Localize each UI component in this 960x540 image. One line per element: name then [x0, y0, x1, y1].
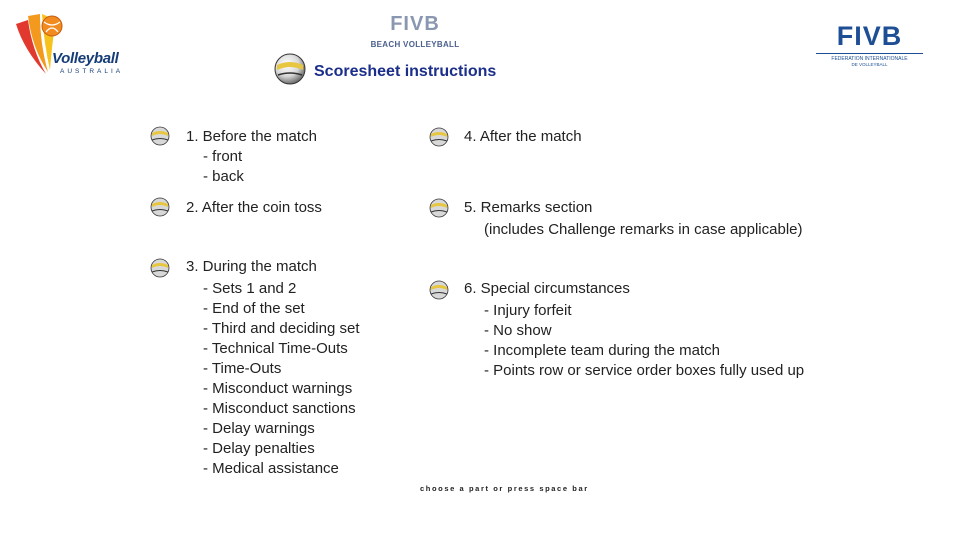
fivb-beach-volleyball-logo — [355, 14, 475, 49]
item-heading: 2. After the coin toss — [186, 199, 322, 216]
beach-volleyball-icon — [429, 198, 449, 218]
item-heading: 3. During the match — [186, 258, 317, 275]
item-line: - Sets 1 and 2 — [203, 280, 297, 297]
item-line: - Injury forfeit — [484, 302, 572, 319]
volleyball-australia-subtext: AUSTRALIA — [60, 68, 124, 75]
item-heading: 1. Before the match — [186, 128, 317, 145]
beach-volleyball-icon — [274, 53, 306, 85]
fivb-right-subtext-2: DE VOLLEYBALL — [851, 62, 888, 67]
item-heading: 6. Special circumstances — [464, 280, 630, 297]
item-line: (includes Challenge remarks in case applicable) — [484, 221, 803, 238]
menu-item-remarks-section[interactable] — [464, 198, 803, 240]
fivb-logo-rule — [816, 53, 923, 54]
fivb-right-mark: FIVB — [836, 21, 903, 51]
fivb-center-subtext: BEACH VOLLEYBALL — [370, 40, 460, 49]
item-line: - front — [203, 148, 243, 165]
item-line: - Medical assistance — [203, 460, 339, 477]
volleyball-australia-wordmark: Volleyball — [52, 50, 119, 67]
menu-item-before-match[interactable] — [186, 127, 317, 187]
fivb-center-mark: FIVB — [390, 13, 440, 35]
item-line: - Misconduct sanctions — [203, 400, 356, 417]
menu-item-after-coin-toss[interactable] — [186, 198, 322, 218]
item-line: - Incomplete team during the match — [484, 342, 720, 359]
beach-volleyball-icon — [150, 126, 170, 146]
beach-volleyball-icon — [429, 280, 449, 300]
menu-item-special-circumstances[interactable] — [464, 279, 804, 381]
item-line: - Delay penalties — [203, 440, 315, 457]
item-line: - End of the set — [203, 300, 305, 317]
volleyball-australia-logo — [8, 10, 133, 78]
item-line: - Technical Time-Outs — [203, 340, 348, 357]
menu-item-after-match[interactable] — [464, 127, 582, 147]
navigation-hint: choose a part or press space bar — [420, 484, 589, 493]
item-heading: 4. After the match — [464, 128, 582, 145]
item-line: - Points row or service order boxes fully used up — [484, 362, 805, 379]
item-line: - back — [203, 168, 244, 185]
beach-volleyball-icon — [429, 127, 449, 147]
page-title: Scoresheet instructions — [314, 63, 497, 80]
item-line: - Misconduct warnings — [203, 380, 353, 397]
item-line: - Time-Outs — [203, 360, 282, 377]
item-heading: 5. Remarks section — [464, 199, 593, 216]
menu-item-during-match[interactable] — [186, 257, 359, 479]
fivb-right-subtext-1: FEDERATION INTERNATIONALE — [831, 56, 908, 62]
fivb-logo — [812, 22, 927, 67]
beach-volleyball-icon — [150, 258, 170, 278]
item-line: - Third and deciding set — [203, 320, 360, 337]
item-line: - No show — [484, 322, 552, 339]
beach-volleyball-icon — [150, 197, 170, 217]
item-line: - Delay warnings — [203, 420, 315, 437]
